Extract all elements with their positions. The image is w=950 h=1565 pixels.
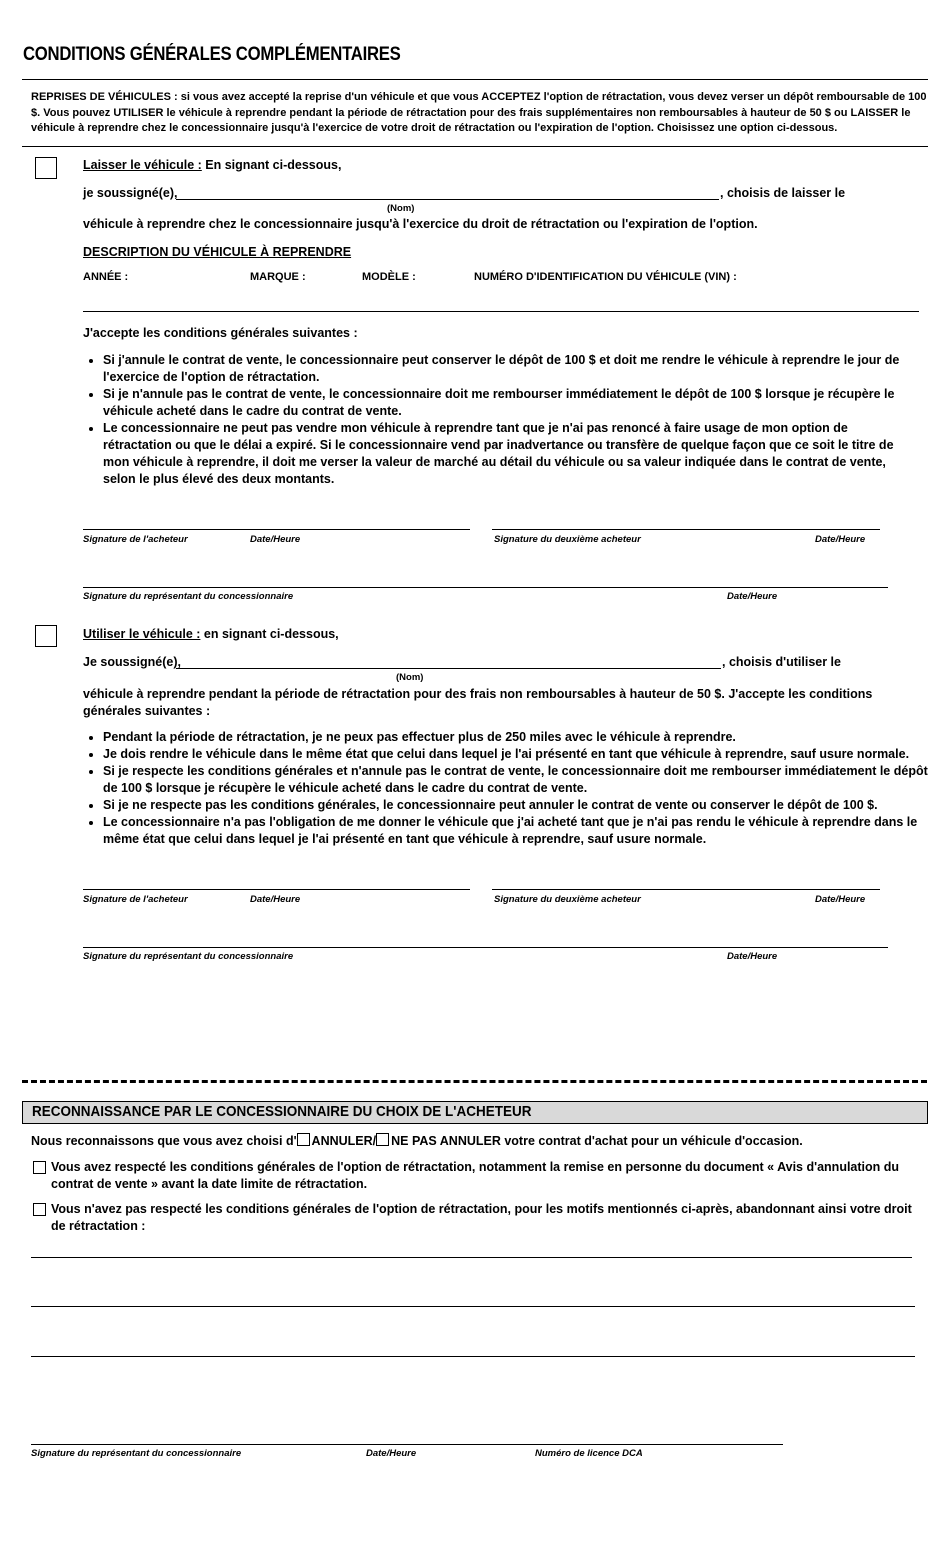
date-label: Date/Heure xyxy=(815,894,866,905)
utiliser-checkbox[interactable] xyxy=(35,625,57,647)
dca-license-label: Numéro de licence DCA xyxy=(535,1448,643,1459)
option2-line1-end: , choisis d'utiliser le xyxy=(722,655,841,669)
list-item: • Si j'annule le contrat de vente, le concessionnaire peut conserver le dépôt de 100 $ et doit me rendre le véhicule à reprendre le jour de l'exercice de l'option de rétractation. xyxy=(103,352,913,386)
option2-nom-label: (Nom) xyxy=(396,672,424,683)
date-label: Date/Heure xyxy=(727,591,778,602)
option1-name-field[interactable] xyxy=(176,199,719,200)
option1-nom-label: (Nom) xyxy=(387,203,415,214)
date-label: Date/Heure xyxy=(815,534,866,545)
respected-checkbox[interactable] xyxy=(33,1161,46,1174)
option1-conditions-list xyxy=(83,352,913,488)
list-item: • Le concessionnaire ne peut pas vendre mon véhicule à reprendre tant que je n'ai pas renoncé à faire usage de mon option de rétractation ou que le délai a expiré. Si le concessionnaire vend par inadvertance ou transfère de quelque façon que ce soit le titre de mon véhicule à reprendre, il doit me verser la valeur de marché au détail du véhicule ou sa valeur indiquée dans le contrat de vente, selon le plus élevé des deux montants. xyxy=(103,420,913,488)
option2-buyer-signature-line[interactable] xyxy=(83,889,470,890)
reason-line-1[interactable] xyxy=(31,1257,912,1258)
option2-second-buyer-signature-line[interactable] xyxy=(492,889,880,890)
reason-line-2[interactable] xyxy=(31,1306,915,1307)
cut-line-divider xyxy=(22,1080,927,1083)
date-label: Date/Heure xyxy=(727,951,778,962)
laisser-checkbox[interactable] xyxy=(35,157,57,179)
second-buyer-signature-label: Signature du deuxième acheteur xyxy=(494,894,641,905)
option1-line1-start: je soussigné(e), xyxy=(83,186,178,200)
option1-line2: véhicule à reprendre chez le concessionnaire jusqu'à l'exercice du droit de rétractation ou l'expiration de l'option. xyxy=(83,217,758,231)
option1-second-buyer-signature-line[interactable] xyxy=(492,529,880,530)
acknowledgement-header: RECONNAISSANCE PAR LE CONCESSIONNAIRE DU CHOIX DE L'ACHETEUR xyxy=(22,1101,928,1124)
ack-choice-line: Nous reconnaissons que vous avez choisi d' ANNULER/ NE PAS ANNULER votre contrat d'achat pour un véhicule d'occasion. xyxy=(31,1134,803,1148)
option1-line1-end: , choisis de laisser le xyxy=(720,186,846,200)
option2-line1-start: Je soussigné(e), xyxy=(83,655,181,669)
option1-buyer-signature-line[interactable] xyxy=(83,529,470,530)
option1-accept-text: J'accepte les conditions générales suivantes : xyxy=(83,326,358,340)
reason-line-3[interactable] xyxy=(31,1356,915,1357)
option2-conditions-list xyxy=(83,729,933,848)
option2-heading: Utiliser le véhicule : en signant ci-dessous, xyxy=(83,627,339,641)
vin-label: NUMÉRO D'IDENTIFICATION DU VÉHICULE (VIN) : xyxy=(474,271,737,283)
not-respected-checkbox[interactable] xyxy=(33,1203,46,1216)
title-divider xyxy=(22,79,928,80)
list-item: • Si je n'annule pas le contrat de vente, le concessionnaire doit me rembourser immédiatement le dépôt de 100 $ lorsque je récupère le véhicule acheté dans le cadre du contrat de vente. xyxy=(103,386,913,420)
marque-label: MARQUE : xyxy=(250,271,306,283)
annee-label: ANNÉE : xyxy=(83,271,129,283)
laisser-label: LAISSER xyxy=(850,106,899,119)
date-label: Date/Heure xyxy=(250,894,301,905)
dealer-rep-signature-label: Signature du représentant du concessionnaire xyxy=(31,1448,242,1459)
intro-paragraph: REPRISES DE VÉHICULES : si vous avez accepté la reprise d'un véhicule et que vous ACCEPTEZ l'option de rétractation, vous devez verser un dépôt remboursable de 100 $. Vous pouvez UTILISER le véhicule à reprendre pendant la période de rétractation pour des frais supplémentaires non remboursables à hauteur de 50 $ ou LAISSER le véhicule à reprendre chez le concessionnaire jusqu'à l'exercice de votre droit de rétractation ou l'expiration de l'option. Choisissez une option ci-dessous. xyxy=(31,91,927,134)
date-label: Date/Heure xyxy=(366,1448,417,1459)
reprises-label: REPRISES DE VÉHICULES : xyxy=(31,91,178,103)
page-title: CONDITIONS GÉNÉRALES COMPLÉMENTAIRES xyxy=(23,44,401,65)
vehicle-description-field[interactable] xyxy=(83,311,919,312)
list-item: • Si je respecte les conditions générales et n'annule pas le contrat de vente, le concessionnaire doit me rembourser immédiatement le dépôt de 100 $ lorsque je récupère le véhicule acheté dans le cadre du contrat de vente. xyxy=(103,763,933,797)
list-item: • Si je ne respecte pas les conditions générales, le concessionnaire peut annuler le contrat de vente ou conserver le dépôt de 100 $. xyxy=(103,797,933,814)
utiliser-label: UTILISER xyxy=(113,106,164,119)
ne-pas-annuler-checkbox[interactable] xyxy=(376,1133,389,1146)
list-item: • Le concessionnaire n'a pas l'obligation de me donner le véhicule que j'ai acheté tant que je n'ai pas rendu le véhicule à reprendre dans le même état que celui dans lequel je l'ai présenté en tant que véhicule à reprendre, sauf usure normale. xyxy=(103,814,933,848)
ack-item-not-respected: Vous n'avez pas respecté les conditions générales de l'option de rétractation, pour les motifs mentionnés ci-après, abandonnant ainsi votre droit de rétractation : xyxy=(31,1201,921,1235)
annuler-checkbox[interactable] xyxy=(297,1133,310,1146)
final-dealer-signature-line[interactable] xyxy=(31,1444,783,1445)
intro-divider xyxy=(22,146,928,147)
second-buyer-signature-label: Signature du deuxième acheteur xyxy=(494,534,641,545)
date-label: Date/Heure xyxy=(250,534,301,545)
dealer-rep-signature-label: Signature du représentant du concessionnaire xyxy=(83,951,294,962)
dealer-rep-signature-label: Signature du représentant du concessionnaire xyxy=(83,591,294,602)
ack-item-respected: Vous avez respecté les conditions générales de l'option de rétractation, notamment la remise en personne du document « Avis d'annulation du contrat de vente » avant la date limite de rétractation. xyxy=(31,1159,921,1193)
list-item: • Pendant la période de rétractation, je ne peux pas effectuer plus de 250 miles avec le véhicule à reprendre. xyxy=(103,729,933,746)
list-item: • Je dois rendre le véhicule dans le même état que celui dans lequel je l'ai présenté en tant que véhicule à reprendre, sauf usure normale. xyxy=(103,746,933,763)
vehicle-description-heading: DESCRIPTION DU VÉHICULE À REPRENDRE xyxy=(83,245,352,259)
option2-name-field[interactable] xyxy=(176,668,721,669)
modele-label: MODÈLE : xyxy=(362,271,416,283)
buyer-signature-label: Signature de l'acheteur xyxy=(83,534,188,545)
option2-line2: véhicule à reprendre pendant la période de rétractation pour des frais non remboursables à hauteur de 50 $. J'accepte les conditions générales suivantes : xyxy=(83,687,873,718)
option2-dealer-signature-line[interactable] xyxy=(83,947,888,948)
option1-dealer-signature-line[interactable] xyxy=(83,587,888,588)
buyer-signature-label: Signature de l'acheteur xyxy=(83,894,188,905)
option1-heading: Laisser le véhicule : En signant ci-dessous, xyxy=(83,158,342,172)
